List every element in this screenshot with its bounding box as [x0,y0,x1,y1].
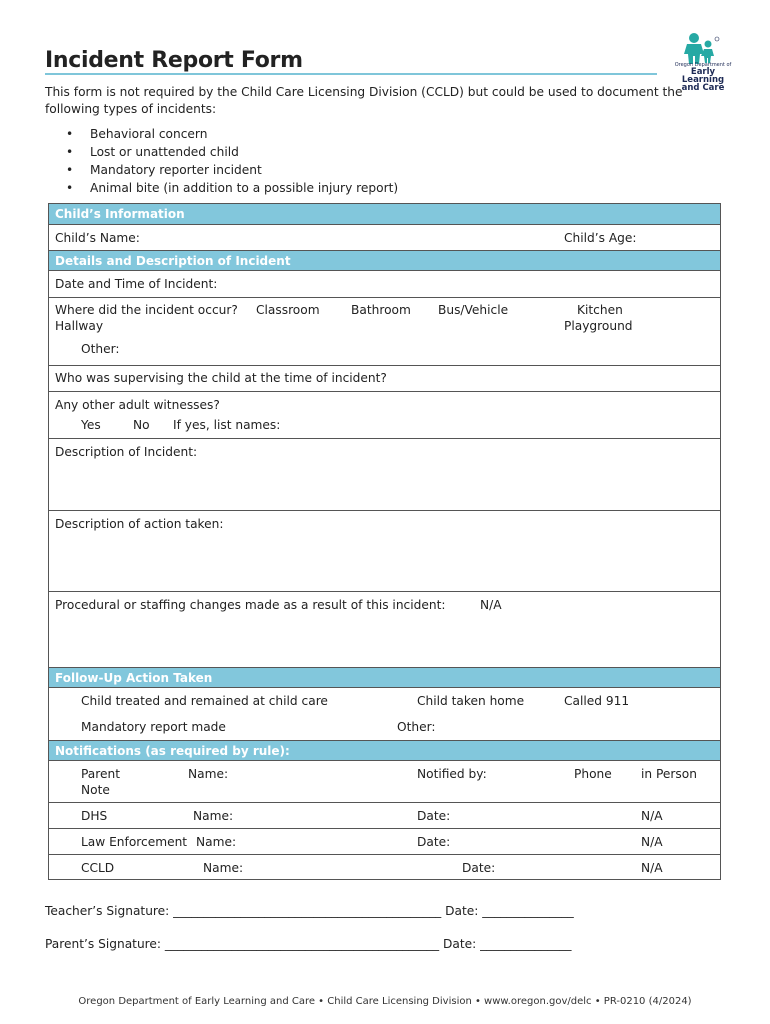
divider [49,365,720,366]
procedural-na[interactable]: N/A [480,598,502,612]
law-date-label[interactable]: Date: [417,835,451,849]
dhs-date-label[interactable]: Date: [417,809,451,823]
notified-by-label[interactable]: Notified by: [417,767,487,781]
divider [49,854,720,855]
location-playground[interactable]: Playground [564,319,633,333]
action-taken-label[interactable]: Description of action taken: [55,517,224,531]
child-info-header: Child’s Information [49,204,720,225]
list-item: • Animal bite (in addition to a possible injury report) [66,179,398,197]
followup-mandatory-report[interactable]: Mandatory report made [81,720,226,734]
dhs-name-label[interactable]: Name: [193,809,234,823]
where-label: Where did the incident occur? [55,303,238,317]
notify-law-enforcement[interactable]: Law Enforcement [81,835,188,849]
list-item: • Behavioral concern [66,125,398,143]
law-na[interactable]: N/A [641,835,663,849]
divider [49,391,720,392]
parent-signature-line[interactable]: Parent’s Signature: _____________________________________________ Date: _______________ [45,937,572,951]
incident-types-list [66,125,398,197]
followup-called-911[interactable]: Called 911 [564,694,630,708]
notify-phone[interactable]: Phone [574,767,612,781]
followup-header: Follow-Up Action Taken [49,667,720,688]
list-item: • Lost or unattended child [66,143,398,161]
location-other[interactable]: Other: [81,342,120,356]
location-bathroom[interactable]: Bathroom [351,303,411,317]
page-footer: Oregon Department of Early Learning and Care • Child Care Licensing Division • www.oregon.gov/delc • PR-0210 (4/2024) [78,996,692,1007]
list-item: • Mandatory reporter incident [66,161,398,179]
child-age-label[interactable]: Child’s Age: [564,231,637,245]
notify-dhs[interactable]: DHS [81,809,108,823]
followup-remained[interactable]: Child treated and remained at child care [81,694,328,708]
divider [49,438,720,439]
logo-line1: Oregon Department of [674,62,732,68]
witness-names-label[interactable]: If yes, list names: [173,418,281,432]
incident-form [48,203,721,880]
followup-taken-home[interactable]: Child taken home [417,694,525,708]
location-kitchen[interactable]: Kitchen [577,303,623,317]
location-hallway[interactable]: Hallway [55,319,104,333]
divider [49,591,720,592]
law-name-label[interactable]: Name: [196,835,237,849]
supervising-label[interactable]: Who was supervising the child at the time of incident? [55,371,387,385]
description-label[interactable]: Description of Incident: [55,445,198,459]
title-rule [45,73,657,75]
notify-ccld[interactable]: CCLD [81,861,115,875]
ccld-na[interactable]: N/A [641,861,663,875]
witness-no[interactable]: No [133,418,150,432]
logo-line2: Early Learning [681,67,725,85]
divider [49,828,720,829]
notify-parent[interactable]: Parent [81,767,121,781]
ccld-name-label[interactable]: Name: [203,861,244,875]
details-header: Details and Description of Incident [49,250,720,271]
page-title: Incident Report Form [45,48,303,73]
procedural-label[interactable]: Procedural or staffing changes made as a result of this incident: [55,598,446,612]
location-classroom[interactable]: Classroom [256,303,320,317]
divider [49,297,720,298]
notify-note[interactable]: Note [81,783,110,797]
witnesses-label: Any other adult witnesses? [55,398,220,412]
location-bus-vehicle[interactable]: Bus/Vehicle [438,303,509,317]
parent-name-label[interactable]: Name: [188,767,229,781]
notify-in-person[interactable]: in Person [641,767,697,781]
child-name-label[interactable]: Child’s Name: [55,231,140,245]
ccld-date-label[interactable]: Date: [462,861,496,875]
divider [49,802,720,803]
divider [49,510,720,511]
teacher-signature-line[interactable]: Teacher’s Signature: ____________________________________________ Date: _______________ [45,904,574,918]
datetime-label[interactable]: Date and Time of Incident: [55,277,218,291]
witness-yes[interactable]: Yes [81,418,101,432]
intro-text: This form is not required by the Child Care Licensing Division (CCLD) but could be used to document the following types of incidents: [45,85,683,116]
dhs-na[interactable]: N/A [641,809,663,823]
followup-other[interactable]: Other: [397,720,436,734]
logo-line3: and Care [681,83,725,93]
notifications-header: Notifications (as required by rule): [49,740,720,761]
